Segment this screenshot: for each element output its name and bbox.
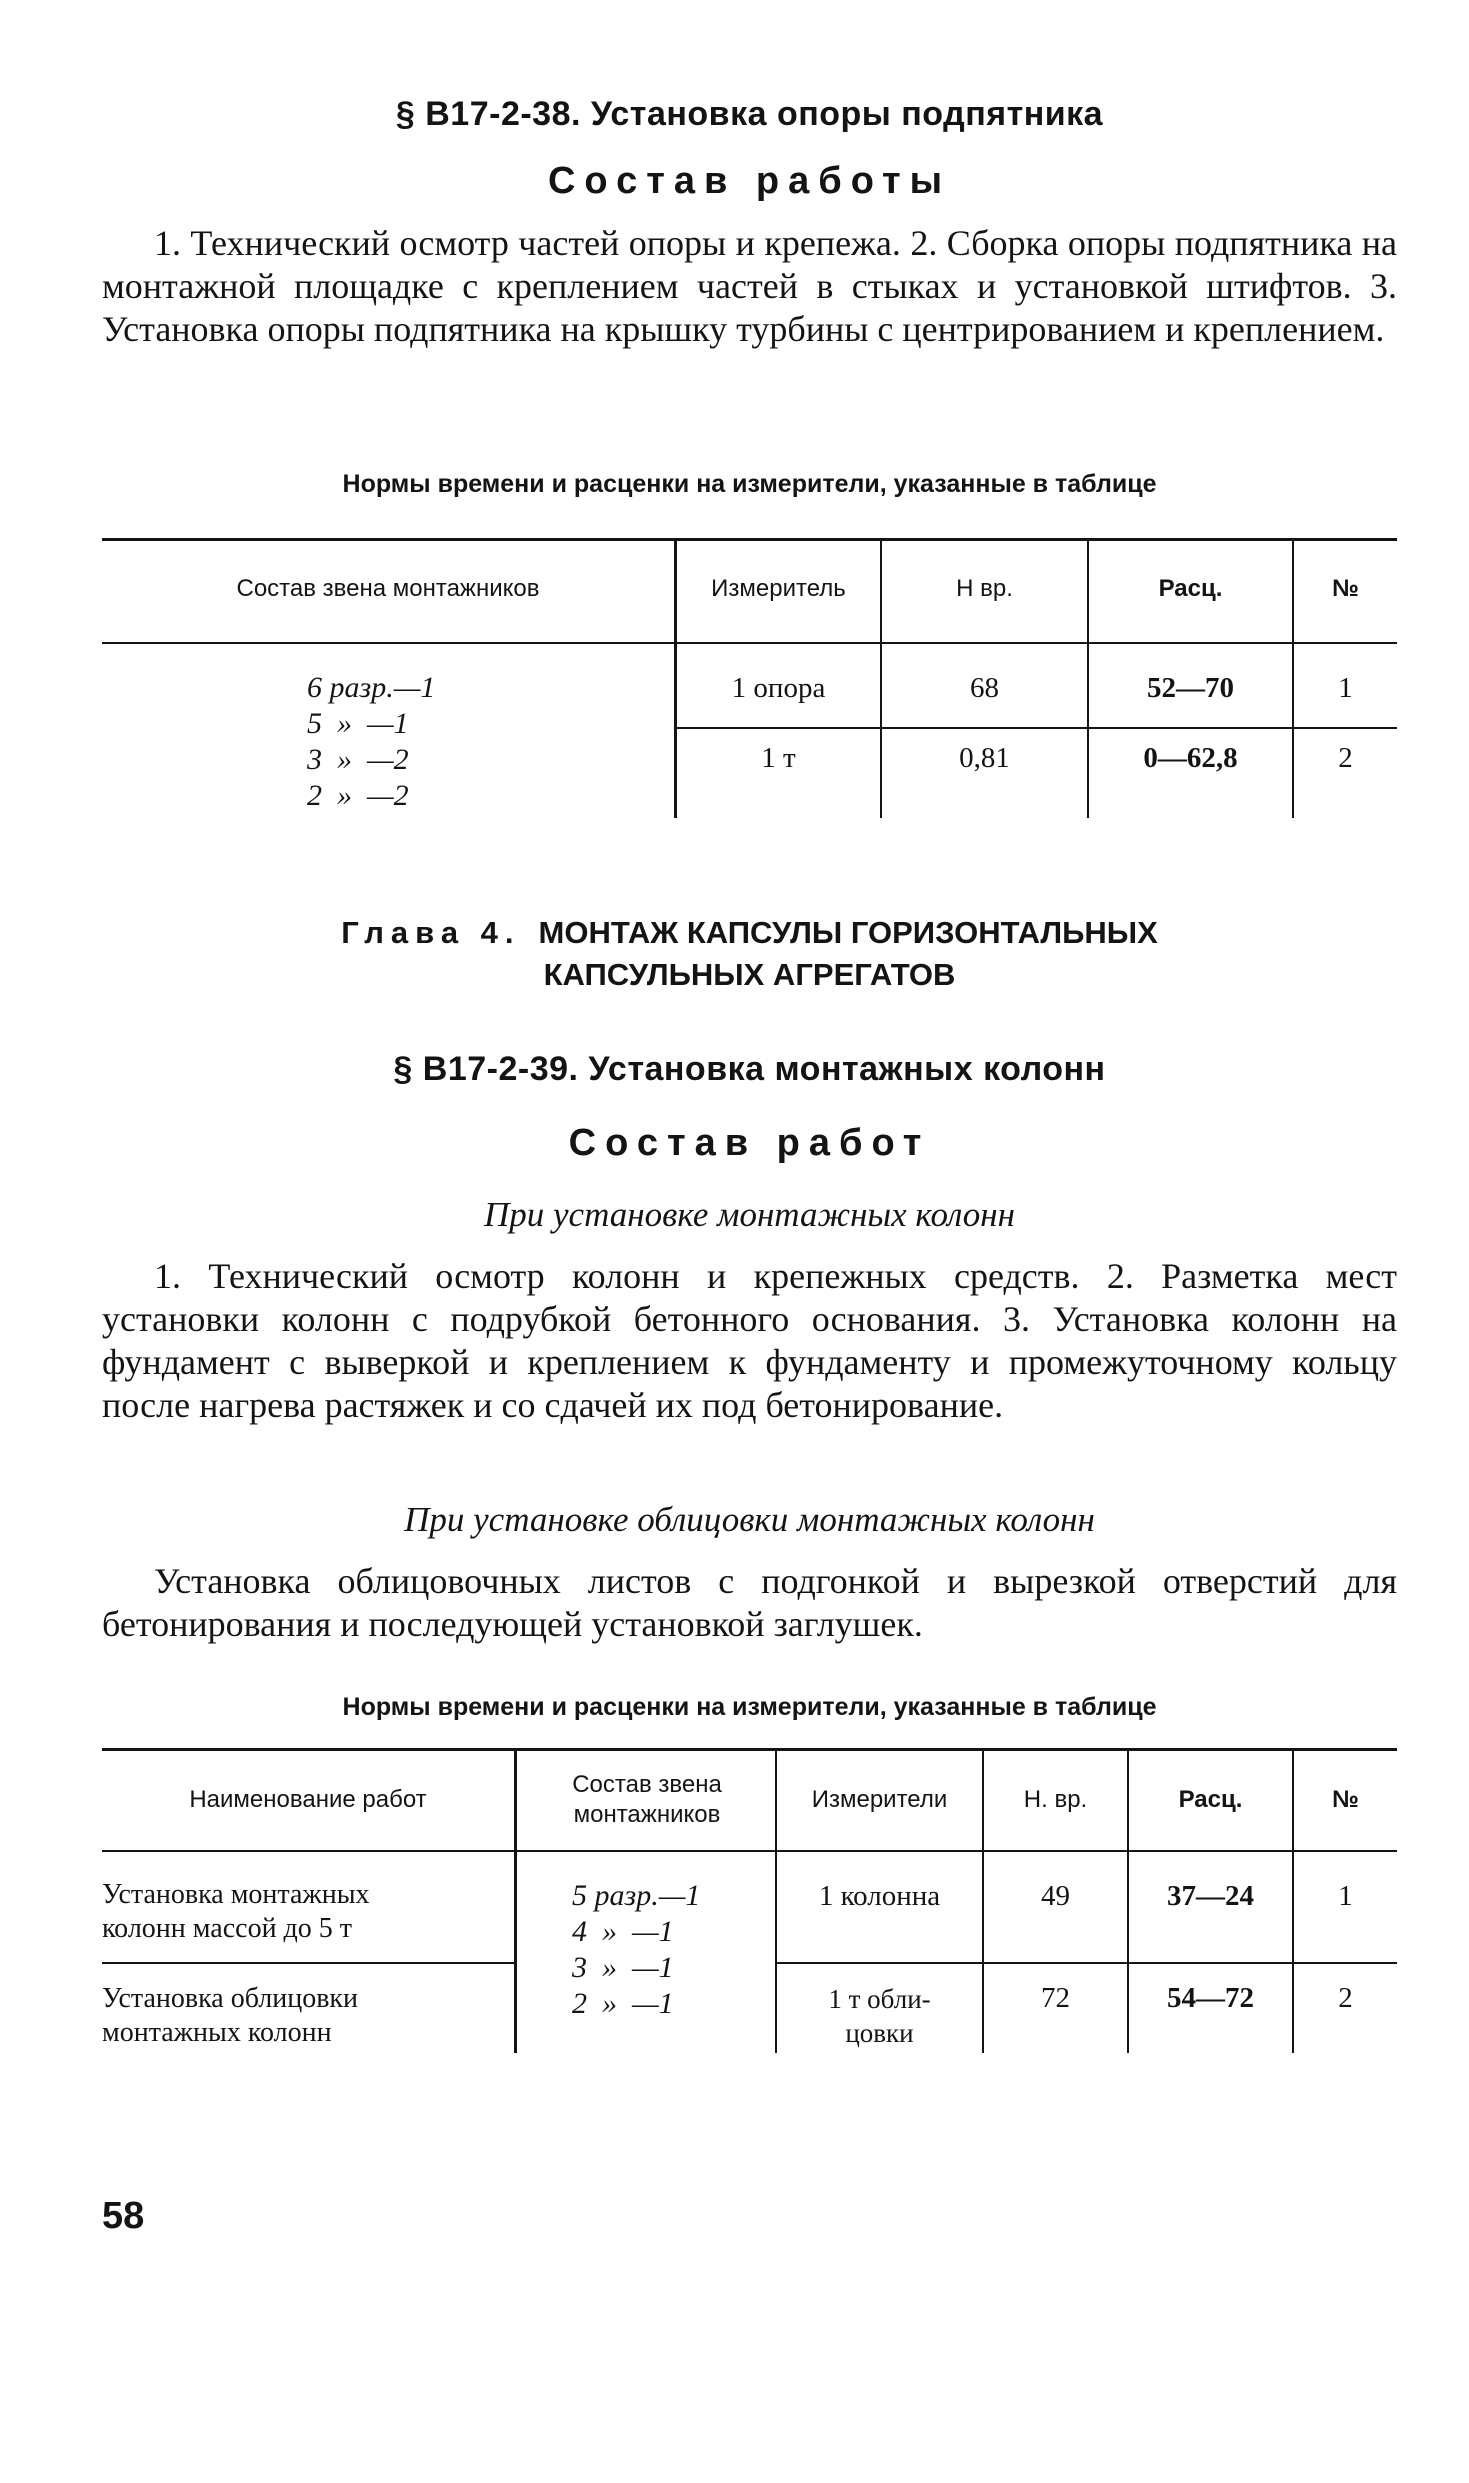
- cell-number: 1: [1338, 1880, 1353, 1912]
- table-rule: [102, 538, 1397, 541]
- cell-number: 2: [1338, 742, 1353, 774]
- table-rule: [102, 1748, 1397, 1751]
- work-description: [102, 222, 1397, 351]
- composition-heading: Состав работы: [547, 160, 952, 202]
- work-line: Установка монтажных: [102, 1879, 370, 1910]
- header-crew: Состав звена монтажников: [572, 1771, 722, 1828]
- composition-heading: Состав работ: [568, 1122, 931, 1164]
- cell-norm: 49: [1041, 1880, 1070, 1912]
- crew-line: 2 » —2: [307, 779, 409, 812]
- column-divider: [514, 1748, 517, 2053]
- table-caption: Нормы времени и расценки на измерители, указанные в таблице: [342, 470, 1157, 498]
- header-price: Расц.: [1158, 575, 1223, 602]
- header-work-name: Наименование работ: [189, 1786, 427, 1813]
- cell-price: 37—24: [1167, 1880, 1254, 1912]
- cell-number: 1: [1338, 672, 1353, 704]
- work-line: Установка облицовки: [102, 1983, 359, 2014]
- measure-line: 1 т обли-: [828, 1984, 931, 2014]
- cell-measure: 1 т: [761, 742, 796, 774]
- crew-line: 5 » —1: [307, 707, 409, 740]
- chapter-title-line: КАПСУЛЬНЫХ АГРЕГАТОВ: [543, 957, 956, 992]
- crew-list: [572, 1878, 700, 2022]
- table-rule: [674, 727, 1397, 729]
- work-line: монтажных колонн: [102, 2017, 332, 2048]
- subheading: При установке облицовки монтажных колонн: [404, 1500, 1095, 1539]
- work-description: [102, 1255, 1397, 1427]
- work-description: [102, 1560, 1397, 1646]
- measure-line: цовки: [845, 2018, 914, 2048]
- page-number: 58: [102, 2195, 145, 2237]
- table-rule: [102, 1850, 1397, 1852]
- table-rule: [102, 642, 1397, 644]
- cell-price: 52—70: [1147, 672, 1234, 704]
- cell-price: 54—72: [1167, 1982, 1254, 2014]
- header-norm: Н вр.: [956, 575, 1013, 602]
- work-line: колонн массой до 5 т: [102, 1913, 353, 1944]
- header-price: Расц.: [1178, 1786, 1243, 1813]
- cell-measure: 1 опора: [731, 672, 826, 704]
- cell-measure: 1 колонна: [818, 1880, 941, 1912]
- header-number: №: [1332, 575, 1359, 602]
- section-title: § В17-2-39. Установка монтажных колонн: [393, 1050, 1106, 1088]
- cell-work-name: [102, 1878, 506, 1946]
- cell-work-name: [102, 1982, 506, 2050]
- chapter-heading: [102, 912, 1397, 996]
- chapter-label: Глава 4.: [341, 915, 521, 950]
- document-page: [102, 0, 1397, 2483]
- crew-list: [307, 670, 435, 814]
- cell-price: 0—62,8: [1143, 742, 1238, 774]
- header-measure: Измеритель: [711, 575, 846, 602]
- header-number: №: [1332, 1786, 1359, 1813]
- paragraph: Установка облицовочных листов с подгонкой и вырезкой отверстий для бетонирования и последующей установкой заглушек.: [102, 1561, 1397, 1644]
- subheading: При установке монтажных колонн: [483, 1195, 1016, 1234]
- table-rule: [775, 1962, 1397, 1964]
- header-measure: Измерители: [811, 1786, 948, 1813]
- crew-line: 6 разр.—1: [307, 671, 436, 704]
- crew-line: 4 » —1: [572, 1915, 674, 1948]
- section-title: § В17-2-38. Установка опоры подпятника: [395, 95, 1104, 133]
- paragraph: 1. Технический осмотр колонн и крепежных средств. 2. Разметка мест установки колонн с подрубкой бетонного основания. 3. Установка колонн на фундамент с выверкой и креплением к фундаменту и промежуточному кольцу после нагрева растяжек и со сдачей их под бетонирование.: [102, 1256, 1397, 1425]
- cell-norm: 68: [970, 672, 999, 704]
- cell-norm: 0,81: [959, 742, 1010, 774]
- table-caption: Нормы времени и расценки на измерители, указанные в таблице: [342, 1693, 1157, 1721]
- crew-line: 3 » —1: [572, 1951, 674, 1984]
- header-crew: Состав звена монтажников: [236, 575, 540, 602]
- table-rule: [102, 1962, 514, 1964]
- cell-number: 2: [1338, 1982, 1353, 2014]
- crew-line: 3 » —2: [307, 743, 409, 776]
- paragraph: 1. Технический осмотр частей опоры и крепежа. 2. Сборка опоры подпятника на монтажной площадке с креплением частей в стыках и установкой штифтов. 3. Установка опоры подпятника на крышку турбины с центрированием и креплением.: [102, 223, 1397, 349]
- crew-line: 5 разр.—1: [572, 1879, 701, 1912]
- crew-line: 2 » —1: [572, 1987, 674, 2020]
- header-norm: Н. вр.: [1023, 1786, 1088, 1813]
- chapter-title-line: МОНТАЖ КАПСУЛЫ ГОРИЗОНТАЛЬНЫХ: [538, 915, 1158, 950]
- cell-norm: 72: [1041, 1982, 1070, 2014]
- cell-measure: [777, 1982, 982, 2050]
